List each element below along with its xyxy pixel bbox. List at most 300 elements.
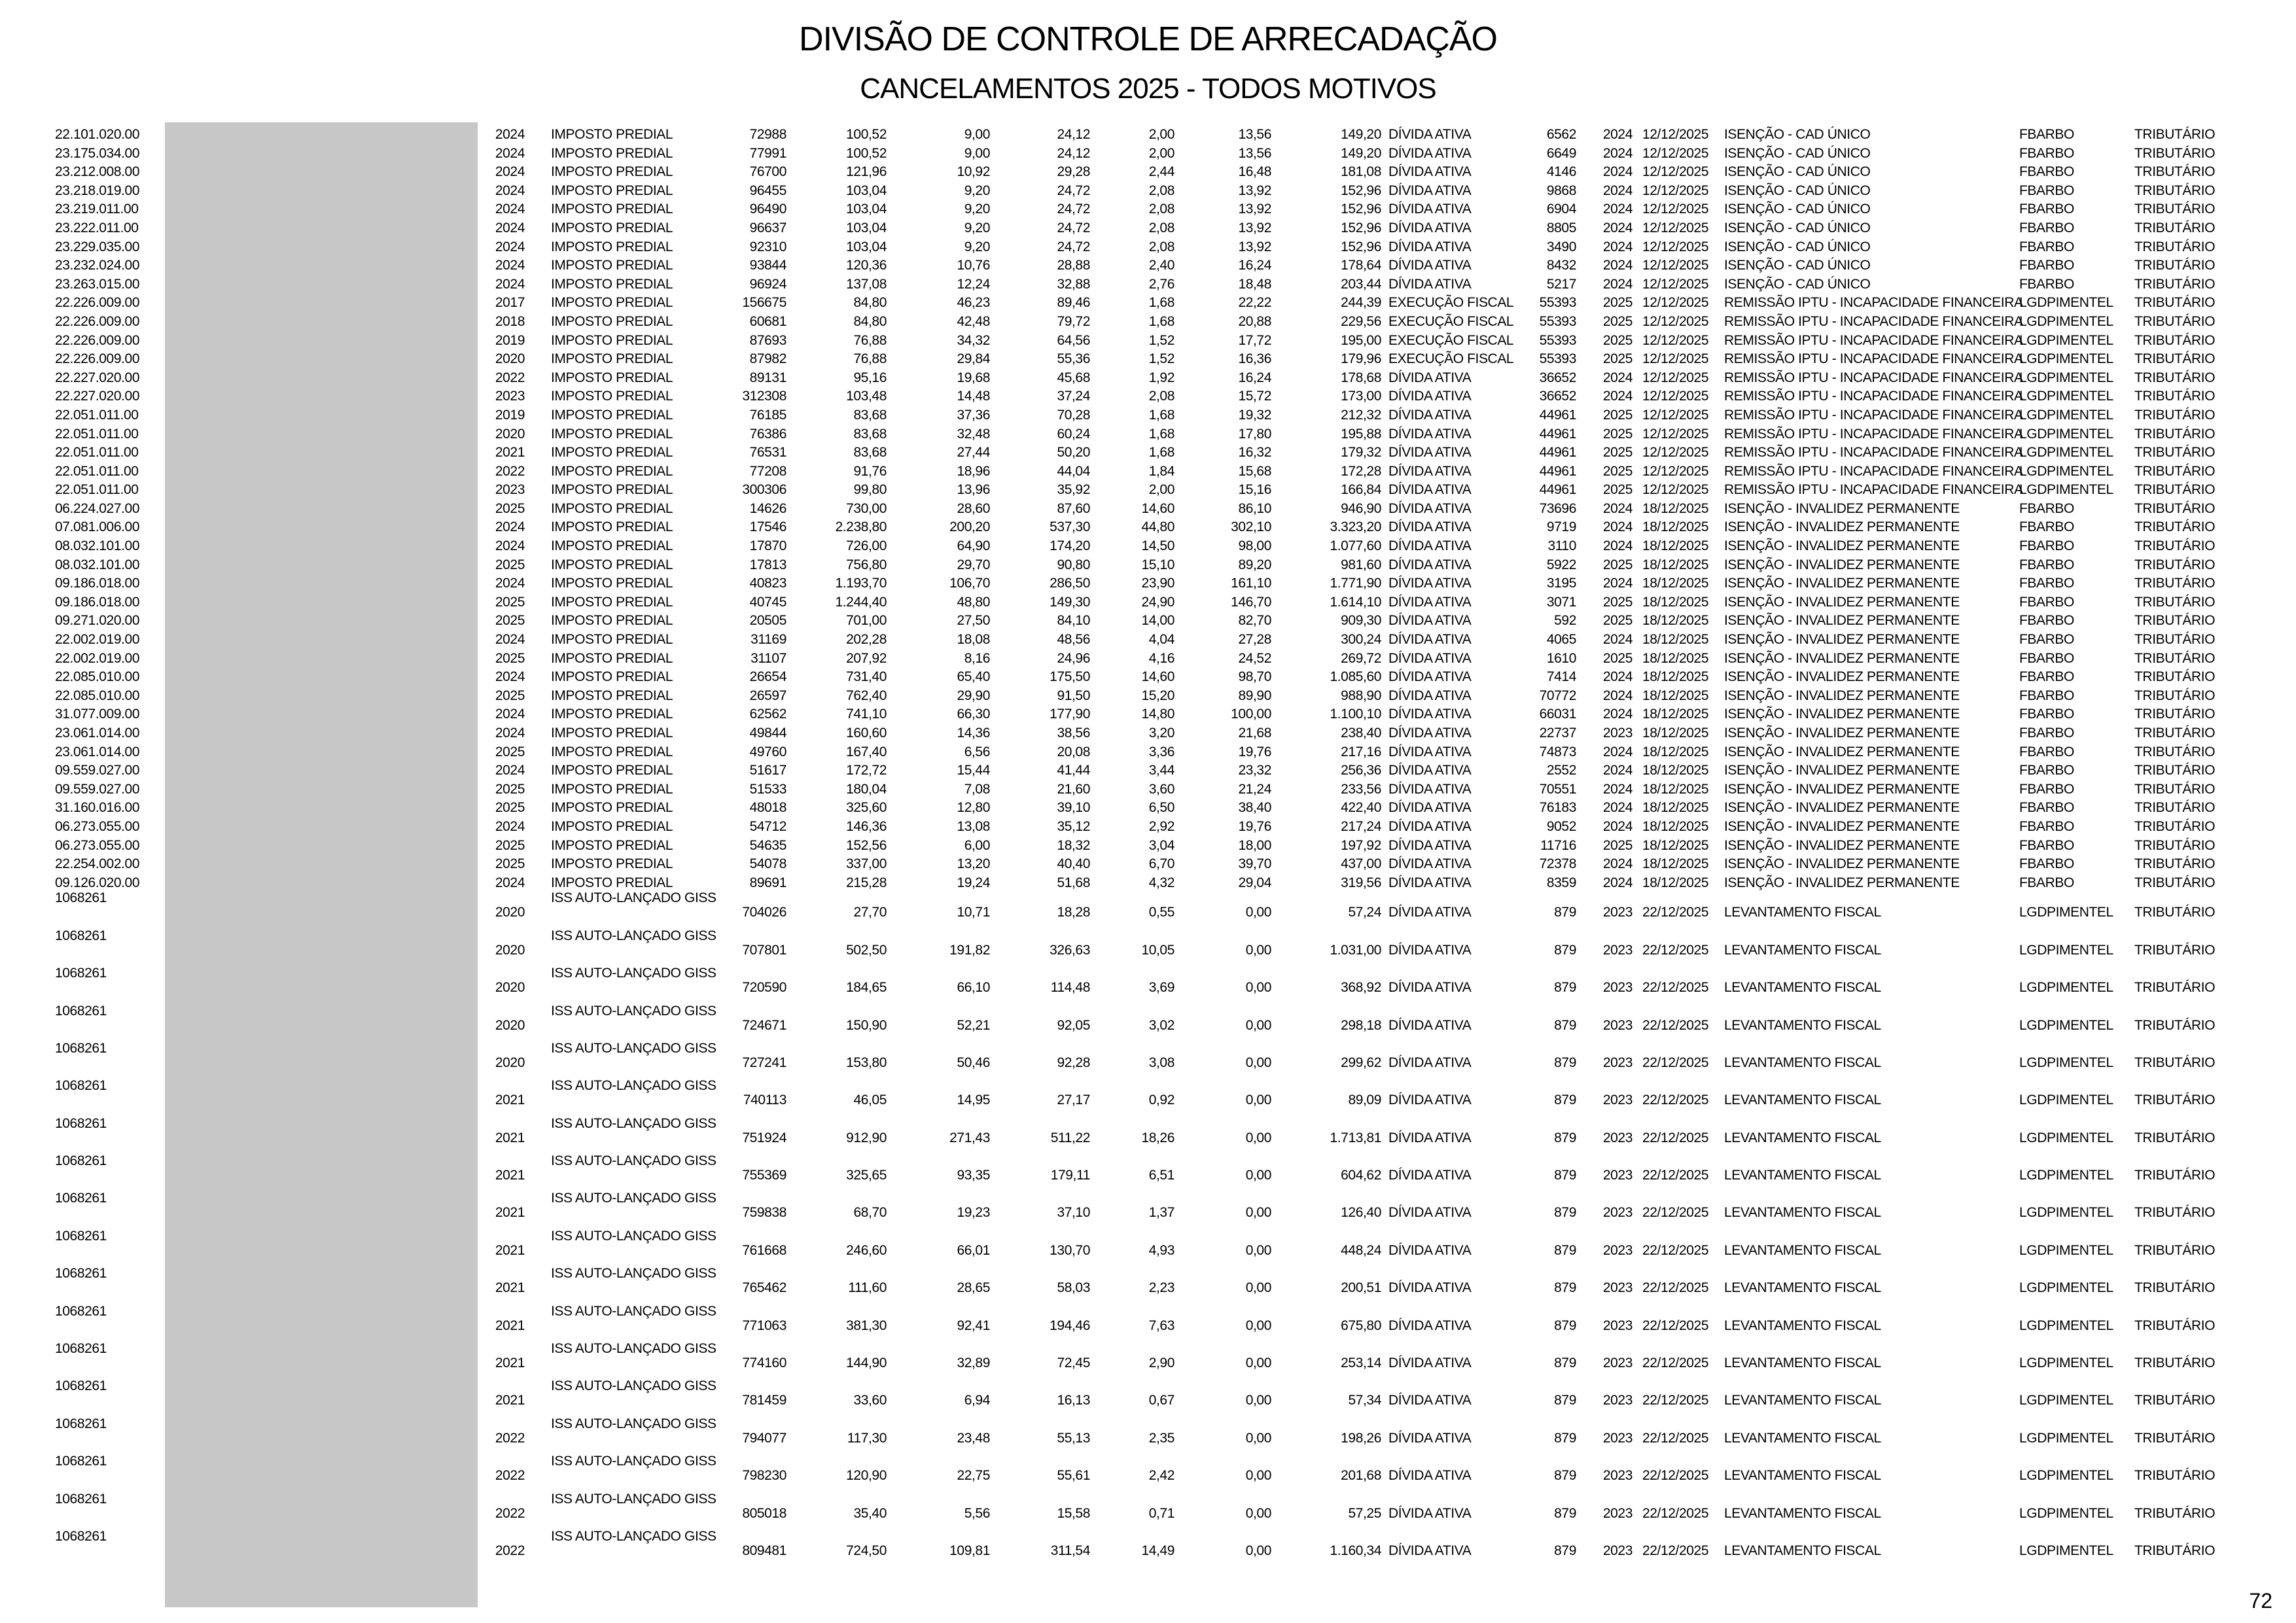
cell-v2: 109,81 — [949, 1543, 990, 1558]
cell-year: 2025 — [495, 781, 525, 797]
cell-v5: 19,76 — [1238, 818, 1271, 834]
cell-date: 12/12/2025 — [1642, 313, 1709, 329]
cell-year: 2024 — [495, 519, 525, 535]
cell-status: DÍVIDA ATIVA — [1388, 482, 1472, 498]
cell-user: LGDPIMENTEL — [2019, 1242, 2113, 1258]
cell-proc: 1610 — [1546, 650, 1576, 666]
cell-v3: 24,12 — [1057, 145, 1090, 161]
cell-tax: IMPOSTO PREDIAL — [551, 239, 673, 254]
cell-v5: 17,80 — [1238, 426, 1271, 442]
cell-year2: 2025 — [1602, 332, 1633, 348]
cell-code: 1068261 — [55, 1228, 107, 1244]
cell-code: 23.229.035.00 — [55, 239, 140, 254]
cell-v2: 48,80 — [957, 594, 990, 610]
cell-date: 18/12/2025 — [1642, 707, 1709, 722]
cell-dept: TRIBUTÁRIO — [2134, 875, 2216, 890]
cell-year2: 2023 — [1602, 1430, 1633, 1446]
cell-v5: 0,00 — [1245, 1355, 1271, 1371]
cell-tax: ISS AUTO-LANÇADO GISS — [551, 890, 716, 906]
cell-reason: LEVANTAMENTO FISCAL — [1724, 1092, 1881, 1108]
cell-year2: 2024 — [1602, 781, 1633, 797]
cell-year2: 2024 — [1602, 688, 1633, 703]
cell-v4: 0,55 — [1148, 905, 1174, 920]
cell-year: 2022 — [495, 370, 525, 385]
cell-code: 09.126.020.00 — [55, 875, 140, 890]
cell-code: 31.077.009.00 — [55, 707, 140, 722]
cell-reason: LEVANTAMENTO FISCAL — [1724, 1055, 1881, 1070]
cell-v4: 2,08 — [1148, 220, 1174, 236]
cell-dept: TRIBUTÁRIO — [2134, 1505, 2216, 1521]
cell-v4: 3,44 — [1148, 763, 1174, 778]
cell-tax: IMPOSTO PREDIAL — [551, 500, 673, 516]
cell-total: 1.160,34 — [1330, 1543, 1381, 1558]
cell-proc: 3071 — [1546, 594, 1576, 610]
table-row — [0, 444, 2296, 462]
cell-tax: IMPOSTO PREDIAL — [551, 351, 673, 367]
cell-reason: LEVANTAMENTO FISCAL — [1724, 1543, 1881, 1558]
cell-reason: ISENÇÃO - CAD ÚNICO — [1724, 201, 1871, 217]
cell-proc: 879 — [1554, 1543, 1576, 1558]
cell-year: 2020 — [495, 351, 525, 367]
cell-code: 23.222.011.00 — [55, 220, 139, 236]
cell-v1: 502,50 — [846, 942, 887, 958]
cell-v4: 23,90 — [1141, 576, 1174, 591]
cancellations-table — [0, 126, 2296, 1568]
cell-code: 06.224.027.00 — [55, 500, 140, 516]
cell-v4: 18,26 — [1141, 1130, 1174, 1145]
cell-total: 57,25 — [1348, 1505, 1381, 1521]
cell-v3: 35,92 — [1057, 482, 1090, 498]
cell-status: DÍVIDA ATIVA — [1388, 669, 1472, 685]
cell-status: DÍVIDA ATIVA — [1388, 183, 1472, 198]
cell-total: 1.771,90 — [1330, 576, 1381, 591]
cell-v2: 14,48 — [957, 389, 990, 404]
cell-v1: 100,52 — [846, 127, 887, 142]
cell-reason: REMISSÃO IPTU - INCAPACIDADE FINANCEIRA — [1724, 351, 2023, 367]
table-row — [0, 1343, 2296, 1380]
cell-code: 23.212.008.00 — [55, 164, 140, 180]
cell-tax: IMPOSTO PREDIAL — [551, 576, 673, 591]
cell-reg: 704026 — [742, 905, 786, 920]
cell-reg: 87693 — [749, 332, 786, 348]
cell-reason: ISENÇÃO - CAD ÚNICO — [1724, 258, 1871, 273]
cell-year2: 2024 — [1602, 519, 1633, 535]
cell-v1: 137,08 — [846, 276, 887, 292]
cell-v5: 15,72 — [1238, 389, 1271, 404]
cell-reg: 724671 — [742, 1017, 786, 1033]
cell-dept: TRIBUTÁRIO — [2134, 145, 2216, 161]
cell-dept: TRIBUTÁRIO — [2134, 800, 2216, 816]
cell-year: 2024 — [495, 818, 525, 834]
cell-reg: 49760 — [749, 744, 786, 759]
cell-v2: 92,41 — [957, 1318, 990, 1333]
cell-year: 2024 — [495, 183, 525, 198]
table-row — [0, 369, 2296, 388]
cell-dept: TRIBUTÁRIO — [2134, 576, 2216, 591]
cell-code: 1068261 — [55, 1078, 107, 1094]
cell-v2: 27,50 — [957, 613, 990, 629]
table-row — [0, 593, 2296, 612]
cell-year2: 2024 — [1602, 127, 1633, 142]
cell-reason: ISENÇÃO - INVALIDEZ PERMANENTE — [1724, 500, 1960, 516]
cell-reason: ISENÇÃO - INVALIDEZ PERMANENTE — [1724, 613, 1960, 629]
cell-v2: 5,56 — [964, 1505, 990, 1521]
cell-date: 18/12/2025 — [1642, 669, 1709, 685]
cell-year2: 2024 — [1602, 370, 1633, 385]
cell-v5: 0,00 — [1245, 1055, 1271, 1070]
cell-v1: 100,52 — [846, 145, 887, 161]
cell-status: DÍVIDA ATIVA — [1388, 557, 1472, 572]
cell-proc: 879 — [1554, 980, 1576, 996]
cell-proc: 5922 — [1546, 557, 1576, 572]
cell-dept: TRIBUTÁRIO — [2134, 557, 2216, 572]
cell-reg: 761668 — [742, 1242, 786, 1258]
cell-reg: 72988 — [749, 127, 786, 142]
cell-date: 22/12/2025 — [1642, 1280, 1709, 1296]
cell-dept: TRIBUTÁRIO — [2134, 856, 2216, 872]
cell-v4: 3,20 — [1148, 725, 1174, 741]
cell-v1: 337,00 — [846, 856, 887, 872]
cell-user: FBARBO — [2019, 220, 2074, 236]
cell-status: DÍVIDA ATIVA — [1388, 1205, 1472, 1221]
cell-v3: 72,45 — [1057, 1355, 1090, 1371]
cell-tax: ISS AUTO-LANÇADO GISS — [551, 1115, 716, 1131]
cell-v1: 731,40 — [846, 669, 887, 685]
cell-date: 18/12/2025 — [1642, 632, 1709, 648]
cell-year2: 2025 — [1602, 613, 1633, 629]
cell-year2: 2024 — [1602, 201, 1633, 217]
cell-total: 149,20 — [1341, 145, 1381, 161]
cell-user: FBARBO — [2019, 538, 2074, 554]
cell-year: 2022 — [495, 1468, 525, 1484]
cell-tax: IMPOSTO PREDIAL — [551, 538, 673, 554]
cell-tax: ISS AUTO-LANÇADO GISS — [551, 1454, 716, 1469]
cell-v5: 22,22 — [1238, 295, 1271, 311]
cell-proc: 3110 — [1547, 538, 1576, 554]
cell-proc: 879 — [1554, 1468, 1576, 1484]
cell-reg: 60681 — [749, 313, 786, 329]
cell-status: EXECUÇÃO FISCAL — [1388, 351, 1514, 367]
cell-total: 422,40 — [1341, 800, 1381, 816]
cell-status: DÍVIDA ATIVA — [1388, 407, 1472, 423]
cell-dept: TRIBUTÁRIO — [2134, 669, 2216, 685]
cell-v4: 2,08 — [1148, 389, 1174, 404]
cell-reg: 92310 — [749, 239, 786, 254]
cell-year2: 2024 — [1602, 707, 1633, 722]
cell-status: EXECUÇÃO FISCAL — [1388, 332, 1514, 348]
cell-v4: 4,16 — [1148, 650, 1174, 666]
cell-total: 178,64 — [1341, 258, 1381, 273]
cell-user: LGDPIMENTEL — [2019, 445, 2113, 461]
cell-total: 244,39 — [1341, 295, 1381, 311]
cell-year: 2024 — [495, 164, 525, 180]
cell-proc: 879 — [1554, 1055, 1576, 1070]
cell-year2: 2024 — [1602, 145, 1633, 161]
cell-tax: IMPOSTO PREDIAL — [551, 856, 673, 872]
cell-total: 178,68 — [1341, 370, 1381, 385]
cell-year: 2024 — [495, 220, 525, 236]
cell-v5: 13,92 — [1238, 201, 1271, 217]
cell-v4: 1,52 — [1148, 351, 1174, 367]
cell-v1: 160,60 — [846, 725, 887, 741]
cell-dept: TRIBUTÁRIO — [2134, 1055, 2216, 1070]
cell-reg: 31169 — [751, 632, 786, 648]
cell-dept: TRIBUTÁRIO — [2134, 1205, 2216, 1221]
cell-user: LGDPIMENTEL — [2019, 407, 2113, 423]
cell-user: LGDPIMENTEL — [2019, 332, 2113, 348]
cell-reason: LEVANTAMENTO FISCAL — [1724, 1130, 1881, 1145]
cell-year: 2025 — [495, 688, 525, 703]
cell-status: DÍVIDA ATIVA — [1388, 201, 1472, 217]
cell-v4: 7,63 — [1148, 1318, 1174, 1333]
cell-code: 07.081.006.00 — [55, 519, 140, 535]
cell-year: 2021 — [495, 1168, 525, 1183]
cell-reg: 156675 — [742, 295, 786, 311]
cell-v5: 98,00 — [1238, 538, 1271, 554]
cell-dept: TRIBUTÁRIO — [2134, 725, 2216, 741]
table-row — [0, 500, 2296, 519]
cell-reason: ISENÇÃO - INVALIDEZ PERMANENTE — [1724, 576, 1960, 591]
cell-date: 22/12/2025 — [1642, 1017, 1709, 1033]
cell-reason: LEVANTAMENTO FISCAL — [1724, 1355, 1881, 1371]
cell-tax: IMPOSTO PREDIAL — [551, 557, 673, 572]
cell-v2: 200,20 — [949, 519, 990, 535]
cell-user: FBARBO — [2019, 818, 2074, 834]
cell-v5: 23,32 — [1238, 763, 1271, 778]
cell-dept: TRIBUTÁRIO — [2134, 763, 2216, 778]
table-row — [0, 1115, 2296, 1155]
cell-v2: 12,24 — [957, 276, 990, 292]
cell-code: 1068261 — [55, 890, 107, 906]
cell-year: 2024 — [495, 201, 525, 217]
cell-reg: 76700 — [749, 164, 786, 180]
cell-date: 22/12/2025 — [1642, 1092, 1709, 1108]
cell-v4: 0,67 — [1148, 1393, 1174, 1408]
cell-v1: 76,88 — [853, 351, 887, 367]
cell-reason: LEVANTAMENTO FISCAL — [1724, 1393, 1881, 1408]
cell-date: 22/12/2025 — [1642, 1505, 1709, 1521]
cell-code: 22.227.020.00 — [55, 370, 140, 385]
cell-year2: 2023 — [1602, 1318, 1633, 1333]
cell-user: FBARBO — [2019, 594, 2074, 610]
cell-v5: 19,76 — [1238, 744, 1271, 759]
cell-total: 1.077,60 — [1330, 538, 1381, 554]
cell-total: 229,56 — [1341, 313, 1381, 329]
cell-v5: 161,10 — [1231, 576, 1271, 591]
cell-proc: 6649 — [1546, 145, 1576, 161]
cell-date: 22/12/2025 — [1642, 1468, 1709, 1484]
cell-dept: TRIBUTÁRIO — [2134, 295, 2216, 311]
cell-tax: IMPOSTO PREDIAL — [551, 669, 673, 685]
cell-reg: 31107 — [751, 650, 786, 666]
cell-dept: TRIBUTÁRIO — [2134, 650, 2216, 666]
cell-total: 195,88 — [1341, 426, 1381, 442]
cell-reg: 17546 — [749, 519, 786, 535]
cell-reg: 51617 — [749, 763, 786, 778]
cell-reason: ISENÇÃO - INVALIDEZ PERMANENTE — [1724, 856, 1960, 872]
cell-date: 22/12/2025 — [1642, 1168, 1709, 1183]
cell-v1: 33,60 — [853, 1393, 887, 1408]
cell-proc: 76183 — [1539, 800, 1576, 816]
cell-v4: 0,92 — [1148, 1092, 1174, 1108]
cell-proc: 4146 — [1546, 164, 1576, 180]
cell-user: LGDPIMENTEL — [2019, 1092, 2113, 1108]
cell-v4: 2,08 — [1148, 239, 1174, 254]
cell-year: 2023 — [495, 482, 525, 498]
cell-v5: 0,00 — [1245, 1092, 1271, 1108]
cell-year2: 2024 — [1602, 276, 1633, 292]
cell-year2: 2025 — [1602, 837, 1633, 853]
cell-status: DÍVIDA ATIVA — [1388, 613, 1472, 629]
cell-v4: 14,80 — [1141, 707, 1174, 722]
cell-reg: 765462 — [742, 1280, 786, 1296]
cell-status: DÍVIDA ATIVA — [1388, 594, 1472, 610]
cell-reason: LEVANTAMENTO FISCAL — [1724, 905, 1881, 920]
cell-tax: IMPOSTO PREDIAL — [551, 707, 673, 722]
cell-dept: TRIBUTÁRIO — [2134, 980, 2216, 996]
cell-v1: 207,92 — [846, 650, 887, 666]
cell-v4: 2,92 — [1148, 818, 1174, 834]
cell-dept: TRIBUTÁRIO — [2134, 1393, 2216, 1408]
cell-v1: 68,70 — [853, 1205, 887, 1221]
table-row — [0, 1155, 2296, 1193]
cell-v1: 95,16 — [853, 370, 887, 385]
cell-year: 2021 — [495, 1355, 525, 1371]
cell-v5: 27,28 — [1238, 632, 1271, 648]
cell-reason: ISENÇÃO - INVALIDEZ PERMANENTE — [1724, 818, 1960, 834]
cell-v3: 179,11 — [1050, 1168, 1090, 1183]
cell-year: 2024 — [495, 276, 525, 292]
cell-total: 149,20 — [1341, 127, 1381, 142]
cell-dept: TRIBUTÁRIO — [2134, 1355, 2216, 1371]
cell-v5: 29,04 — [1238, 875, 1271, 890]
table-row — [0, 1380, 2296, 1418]
cell-tax: IMPOSTO PREDIAL — [551, 594, 673, 610]
cell-v2: 23,48 — [957, 1430, 990, 1446]
cell-v2: 29,90 — [957, 688, 990, 703]
cell-v5: 16,24 — [1238, 370, 1271, 385]
cell-proc: 3195 — [1546, 576, 1576, 591]
cell-proc: 55393 — [1539, 295, 1576, 311]
cell-status: DÍVIDA ATIVA — [1388, 538, 1472, 554]
cell-v4: 2,00 — [1148, 145, 1174, 161]
cell-date: 12/12/2025 — [1642, 201, 1709, 217]
cell-reason: ISENÇÃO - INVALIDEZ PERMANENTE — [1724, 688, 1960, 703]
cell-proc: 6904 — [1546, 201, 1576, 217]
cell-v3: 55,13 — [1057, 1430, 1090, 1446]
cell-dept: TRIBUTÁRIO — [2134, 905, 2216, 920]
cell-total: 988,90 — [1341, 688, 1381, 703]
cell-v2: 27,44 — [957, 445, 990, 461]
cell-code: 1068261 — [55, 1266, 107, 1282]
cell-date: 18/12/2025 — [1642, 688, 1709, 703]
cell-v5: 0,00 — [1245, 1280, 1271, 1296]
cell-v5: 16,36 — [1238, 351, 1271, 367]
cell-code: 22.101.020.00 — [55, 127, 140, 142]
cell-year2: 2024 — [1602, 744, 1633, 759]
cell-year: 2022 — [495, 463, 525, 479]
table-row — [0, 219, 2296, 238]
cell-v5: 0,00 — [1245, 905, 1271, 920]
cell-tax: IMPOSTO PREDIAL — [551, 463, 673, 479]
cell-status: DÍVIDA ATIVA — [1388, 463, 1472, 479]
cell-v3: 48,56 — [1057, 632, 1090, 648]
cell-dept: TRIBUTÁRIO — [2134, 818, 2216, 834]
cell-v5: 0,00 — [1245, 980, 1271, 996]
cell-dept: TRIBUTÁRIO — [2134, 482, 2216, 498]
cell-proc: 8359 — [1546, 875, 1576, 890]
cell-date: 18/12/2025 — [1642, 800, 1709, 816]
cell-code: 22.002.019.00 — [55, 650, 140, 666]
cell-user: LGDPIMENTEL — [2019, 1393, 2113, 1408]
cell-status: DÍVIDA ATIVA — [1388, 127, 1472, 142]
cell-code: 09.559.027.00 — [55, 763, 140, 778]
cell-reason: ISENÇÃO - INVALIDEZ PERMANENTE — [1724, 875, 1960, 890]
cell-v5: 13,56 — [1238, 145, 1271, 161]
cell-date: 22/12/2025 — [1642, 1543, 1709, 1558]
cell-reason: LEVANTAMENTO FISCAL — [1724, 1505, 1881, 1521]
cell-reg: 781459 — [742, 1393, 786, 1408]
cell-v4: 2,40 — [1148, 258, 1174, 273]
cell-status: DÍVIDA ATIVA — [1388, 258, 1472, 273]
cell-reason: ISENÇÃO - INVALIDEZ PERMANENTE — [1724, 781, 1960, 797]
cell-code: 09.186.018.00 — [55, 576, 140, 591]
cell-total: 675,80 — [1341, 1318, 1381, 1333]
cell-tax: IMPOSTO PREDIAL — [551, 201, 673, 217]
cell-code: 23.263.015.00 — [55, 276, 140, 292]
cell-reason: ISENÇÃO - INVALIDEZ PERMANENTE — [1724, 763, 1960, 778]
cell-dept: TRIBUTÁRIO — [2134, 445, 2216, 461]
cell-date: 18/12/2025 — [1642, 613, 1709, 629]
cell-v4: 1,84 — [1148, 463, 1174, 479]
cell-v2: 52,21 — [957, 1017, 990, 1033]
cell-reg: 17813 — [749, 557, 786, 572]
cell-proc: 879 — [1554, 942, 1576, 958]
cell-v3: 175,50 — [1050, 669, 1090, 685]
cell-user: FBARBO — [2019, 239, 2074, 254]
cell-tax: IMPOSTO PREDIAL — [551, 650, 673, 666]
cell-code: 1068261 — [55, 1416, 107, 1431]
table-row — [0, 406, 2296, 425]
cell-v4: 3,04 — [1148, 837, 1174, 853]
cell-date: 18/12/2025 — [1642, 576, 1709, 591]
cell-status: DÍVIDA ATIVA — [1388, 744, 1472, 759]
cell-v3: 20,08 — [1057, 744, 1090, 759]
cell-date: 18/12/2025 — [1642, 856, 1709, 872]
cell-reason: ISENÇÃO - CAD ÚNICO — [1724, 164, 1871, 180]
cell-dept: TRIBUTÁRIO — [2134, 1092, 2216, 1108]
cell-dept: TRIBUTÁRIO — [2134, 127, 2216, 142]
cell-year2: 2025 — [1602, 313, 1633, 329]
cell-user: LGDPIMENTEL — [2019, 980, 2113, 996]
cell-reason: LEVANTAMENTO FISCAL — [1724, 1168, 1881, 1183]
cell-tax: IMPOSTO PREDIAL — [551, 370, 673, 385]
cell-v5: 98,70 — [1238, 669, 1271, 685]
cell-year: 2024 — [495, 707, 525, 722]
table-row — [0, 837, 2296, 856]
cell-total: 319,56 — [1341, 875, 1381, 890]
cell-code: 22.226.009.00 — [55, 351, 140, 367]
cell-tax: ISS AUTO-LANÇADO GISS — [551, 1303, 716, 1319]
cell-dept: TRIBUTÁRIO — [2134, 1168, 2216, 1183]
table-row — [0, 1080, 2296, 1117]
cell-total: 298,18 — [1341, 1017, 1381, 1033]
cell-year2: 2024 — [1602, 576, 1633, 591]
cell-v4: 2,00 — [1148, 482, 1174, 498]
cell-v5: 39,70 — [1238, 856, 1271, 872]
cell-total: 238,40 — [1341, 725, 1381, 741]
cell-v1: 35,40 — [853, 1505, 887, 1521]
